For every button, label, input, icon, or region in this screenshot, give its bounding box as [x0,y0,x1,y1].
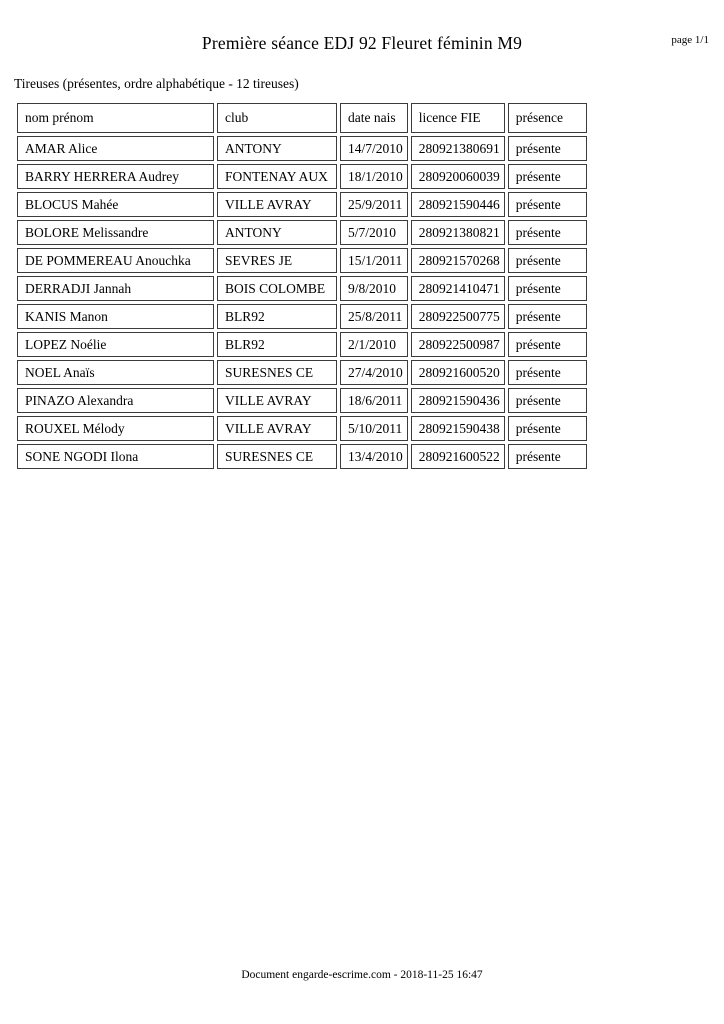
cell-club: ANTONY [217,220,337,245]
table-row [17,332,587,357]
cell-nom: KANIS Manon [17,304,214,329]
table-row [17,136,587,161]
table-row [17,220,587,245]
table-row [17,192,587,217]
cell-date-nais: 5/10/2011 [340,416,408,441]
cell-licence: 280922500775 [411,304,505,329]
header-date-nais: date nais [340,103,408,133]
cell-club: BOIS COLOMBE [217,276,337,301]
cell-nom: DE POMMEREAU Anouchka [17,248,214,273]
table-row [17,360,587,385]
cell-nom: LOPEZ Noélie [17,332,214,357]
table-row [17,416,587,441]
roster-subtitle: Tireuses (présentes, ordre alphabétique - 12 tireuses) [14,76,299,91]
cell-presence: présente [508,136,587,161]
cell-nom: SONE NGODI Ilona [17,444,214,469]
cell-presence: présente [508,164,587,189]
cell-nom: BOLORE Melissandre [17,220,214,245]
cell-date-nais: 15/1/2011 [340,248,408,273]
cell-licence: 280921590446 [411,192,505,217]
header-nom-prenom: nom prénom [17,103,214,133]
cell-club: VILLE AVRAY [217,192,337,217]
cell-presence: présente [508,220,587,245]
cell-date-nais: 18/1/2010 [340,164,408,189]
cell-presence: présente [508,304,587,329]
cell-licence: 280921410471 [411,276,505,301]
cell-licence: 280921570268 [411,248,505,273]
cell-licence: 280921380691 [411,136,505,161]
cell-nom: DERRADJI Jannah [17,276,214,301]
cell-nom: BLOCUS Mahée [17,192,214,217]
cell-club: SURESNES CE [217,444,337,469]
page-title: Première séance EDJ 92 Fleuret féminin M9 [201,33,523,53]
page-number: page 1/1 [671,34,709,46]
cell-presence: présente [508,416,587,441]
cell-club: SEVRES JE [217,248,337,273]
cell-nom: BARRY HERRERA Audrey [17,164,214,189]
cell-club: SURESNES CE [217,360,337,385]
cell-nom: ROUXEL Mélody [17,416,214,441]
cell-licence: 280922500987 [411,332,505,357]
cell-licence: 280921590438 [411,416,505,441]
header-presence: présence [508,103,587,133]
cell-club: VILLE AVRAY [217,416,337,441]
cell-club: ANTONY [217,136,337,161]
cell-presence: présente [508,276,587,301]
cell-presence: présente [508,444,587,469]
cell-presence: présente [508,360,587,385]
cell-nom: NOEL Anaïs [17,360,214,385]
table-row [17,444,587,469]
cell-date-nais: 13/4/2010 [340,444,408,469]
cell-club: FONTENAY AUX [217,164,337,189]
table-header-row [17,103,587,133]
cell-club: BLR92 [217,332,337,357]
cell-date-nais: 18/6/2011 [340,388,408,413]
cell-date-nais: 25/8/2011 [340,304,408,329]
cell-date-nais: 27/4/2010 [340,360,408,385]
cell-club: VILLE AVRAY [217,388,337,413]
cell-licence: 280921600522 [411,444,505,469]
table-row [17,248,587,273]
cell-licence: 280921590436 [411,388,505,413]
cell-licence: 280921380821 [411,220,505,245]
cell-date-nais: 9/8/2010 [340,276,408,301]
cell-date-nais: 14/7/2010 [340,136,408,161]
cell-presence: présente [508,248,587,273]
cell-licence: 280921600520 [411,360,505,385]
attendance-table [14,100,590,472]
cell-club: BLR92 [217,304,337,329]
cell-date-nais: 25/9/2011 [340,192,408,217]
table-row [17,276,587,301]
cell-nom: PINAZO Alexandra [17,388,214,413]
cell-date-nais: 2/1/2010 [340,332,408,357]
cell-presence: présente [508,332,587,357]
cell-licence: 280920060039 [411,164,505,189]
table-row [17,164,587,189]
header-licence-fie: licence FIE [411,103,505,133]
cell-presence: présente [508,388,587,413]
cell-date-nais: 5/7/2010 [340,220,408,245]
cell-presence: présente [508,192,587,217]
document-footer: Document engarde-escrime.com - 2018-11-25 16:47 [241,969,483,981]
table-row [17,304,587,329]
header-club: club [217,103,337,133]
cell-nom: AMAR Alice [17,136,214,161]
table-row [17,388,587,413]
